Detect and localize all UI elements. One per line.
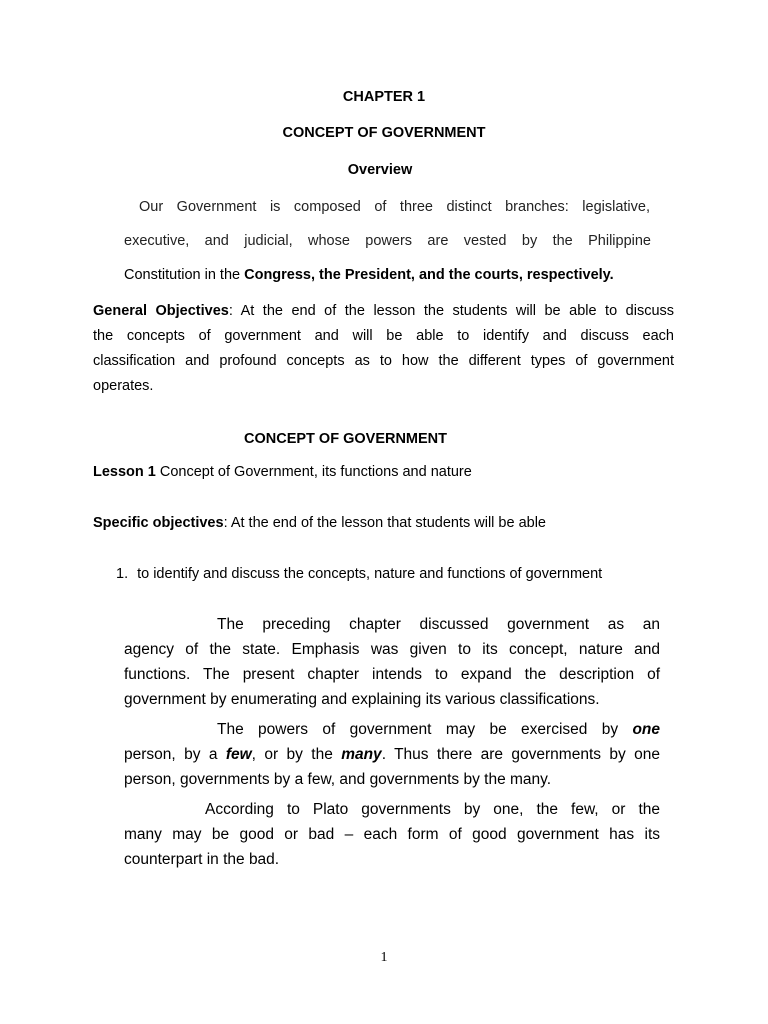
general-objectives-label: General Objectives bbox=[93, 303, 229, 319]
emphasis-one: one bbox=[632, 721, 660, 738]
paragraph-3-line-1: According to Plato governments by one, the few, or the bbox=[205, 801, 660, 818]
paragraph-3-line-2: many may be good or bad – each form of good government has its bbox=[124, 826, 660, 843]
overview-line-2: executive, and judicial, whose powers are vested by the Philippine bbox=[124, 233, 651, 249]
paragraph-1-line-4: government by enumerating and explaining its various classifications. bbox=[124, 691, 600, 708]
emphasis-many: many bbox=[341, 746, 382, 763]
lesson-title: Concept of Government, its functions and nature bbox=[155, 464, 472, 480]
paragraph-2-text: The powers of government may be exercised by bbox=[217, 721, 633, 738]
overview-line-3-text: Constitution in the bbox=[124, 267, 245, 283]
paragraph-1-line-2: agency of the state. Emphasis was given to its concept, nature and bbox=[124, 641, 660, 658]
general-objectives-text: : At the end of the lesson the students will be able to discuss bbox=[228, 303, 675, 319]
chapter-label: CHAPTER 1 bbox=[342, 89, 426, 105]
specific-objectives-line bbox=[93, 514, 546, 532]
lesson-label: Lesson 1 bbox=[93, 464, 156, 480]
general-objectives-line-2: the concepts of government and will be able to identify and discuss each bbox=[93, 328, 674, 344]
paragraph-2-line-1 bbox=[217, 720, 660, 740]
paragraph-1-line-1: The preceding chapter discussed government as an bbox=[217, 616, 660, 633]
specific-objectives-label: Specific objectives bbox=[93, 515, 224, 531]
paragraph-2-line-2 bbox=[124, 745, 660, 765]
paragraph-1-line-3: functions. The present chapter intends to expand the description of bbox=[124, 666, 660, 683]
overview-line-1: Our Government is composed of three distinct branches: legislative, bbox=[139, 199, 650, 215]
specific-objectives-text: : At the end of the lesson that students will be able bbox=[223, 515, 546, 531]
general-objectives-line-3: classification and profound concepts as to how the different types of government bbox=[93, 353, 674, 369]
objective-number: 1. bbox=[116, 566, 129, 582]
emphasis-few: few bbox=[225, 746, 252, 763]
overview-branches-emphasis: Congress, the President, and the courts, respectively. bbox=[244, 267, 614, 283]
objective-list-item bbox=[116, 565, 602, 583]
page-number: 1 bbox=[380, 950, 388, 965]
chapter-title: CONCEPT OF GOVERNMENT bbox=[282, 125, 486, 141]
objective-text: to identify and discuss the concepts, nature and functions of government bbox=[137, 566, 603, 582]
paragraph-3-line-3: counterpart in the bad. bbox=[124, 851, 280, 868]
overview-heading: Overview bbox=[347, 162, 413, 178]
paragraph-2-text-c: . Thus there are governments by one bbox=[381, 746, 661, 763]
paragraph-2-text-a: person, by a bbox=[124, 746, 226, 763]
paragraph-2-text-b: , or by the bbox=[251, 746, 342, 763]
lesson-line bbox=[93, 463, 472, 481]
general-objectives-line-4: operates. bbox=[93, 378, 154, 394]
paragraph-2-line-3: person, governments by a few, and governments by the many. bbox=[124, 771, 552, 788]
overview-line-3 bbox=[124, 266, 614, 284]
section-title: CONCEPT OF GOVERNMENT bbox=[244, 431, 448, 447]
general-objectives-line-1 bbox=[93, 302, 674, 320]
